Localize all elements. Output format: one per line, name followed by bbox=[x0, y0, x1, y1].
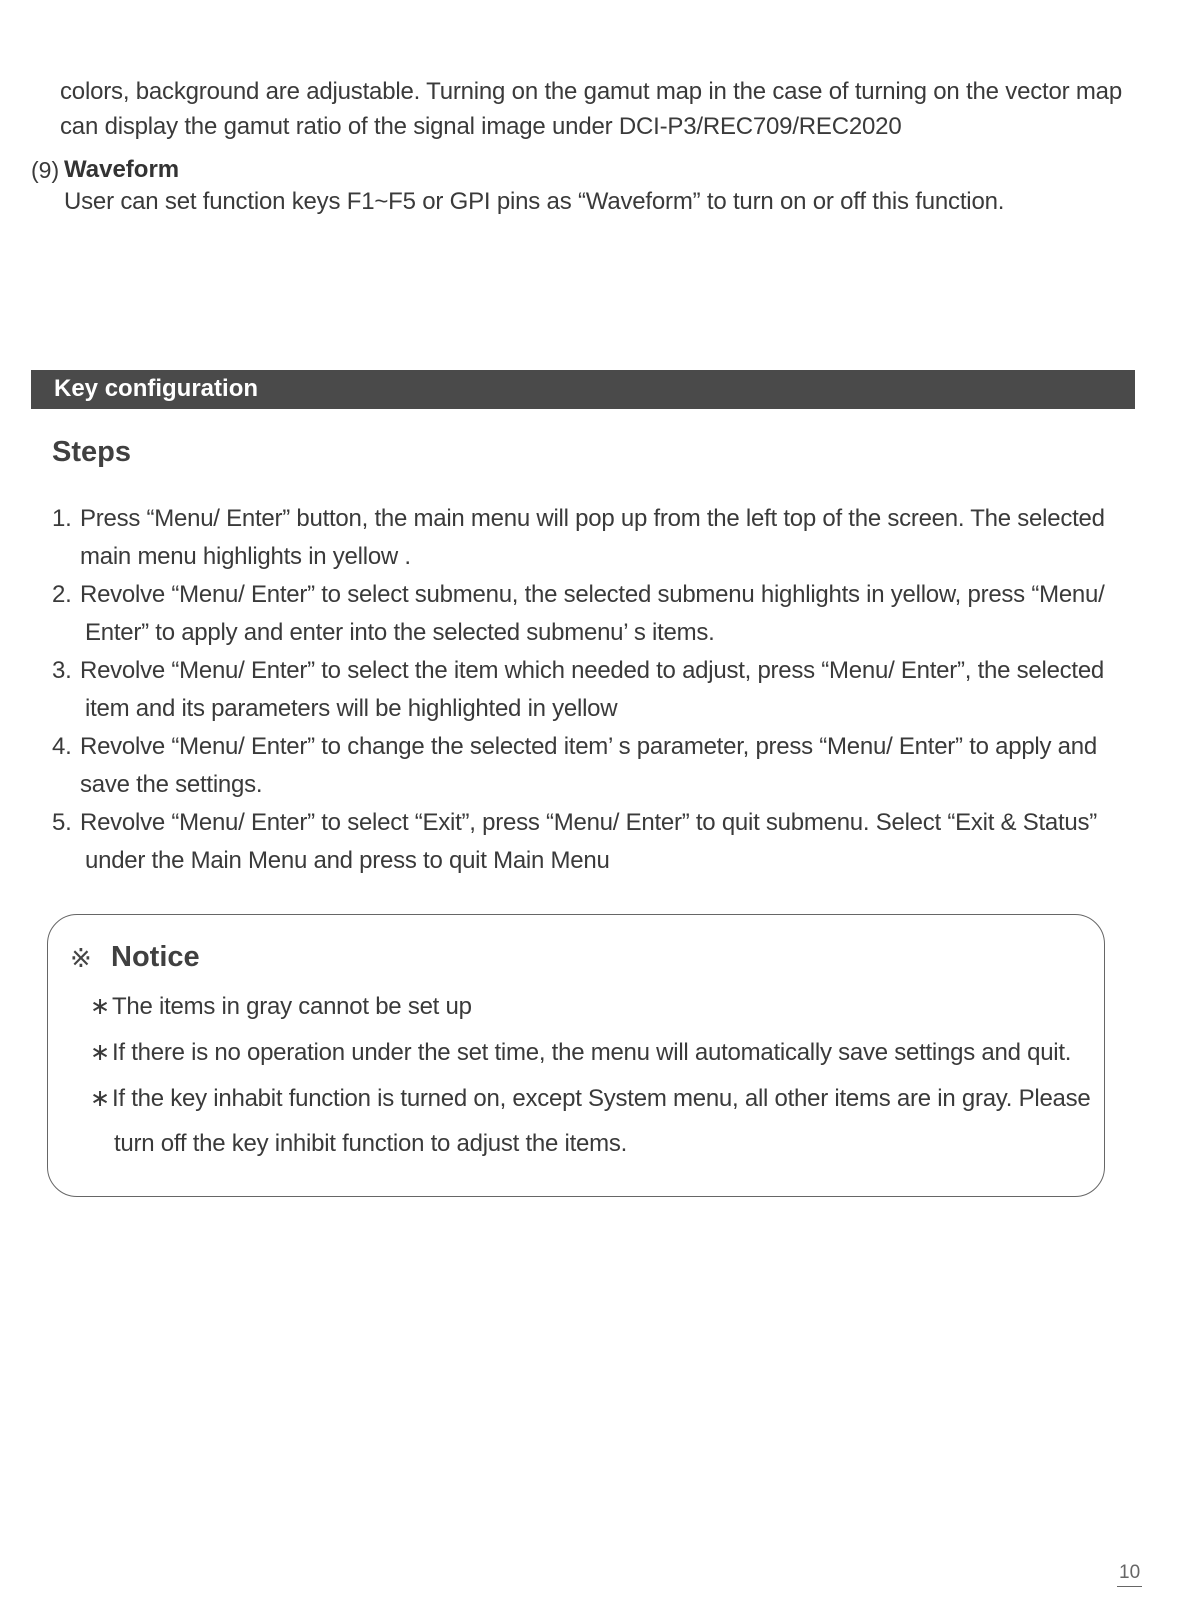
asterisk-bullet-icon: ∗ bbox=[90, 993, 110, 1020]
page-number: 10 bbox=[1117, 1562, 1142, 1587]
step-number: 4. bbox=[52, 733, 72, 760]
steps-heading: Steps bbox=[52, 436, 131, 468]
step-text-line-1: Press “Menu/ Enter” button, the main menu will pop up from the left top of the screen. The selected bbox=[80, 505, 1105, 532]
step-number: 1. bbox=[52, 505, 72, 532]
notice-item-3 bbox=[90, 1084, 1091, 1113]
step-item-1 bbox=[52, 500, 1122, 576]
waveform-number: (9) bbox=[31, 157, 60, 183]
step-text-line-2: main menu highlights in yellow . bbox=[80, 543, 411, 570]
notice-item-text: If the key inhabit function is turned on, except System menu, all other items are in gray. Please bbox=[112, 1085, 1091, 1112]
section-title: Key configuration bbox=[54, 375, 259, 402]
notice-item-text: If there is no operation under the set time, the menu will automatically save settings and quit. bbox=[112, 1039, 1072, 1066]
notice-item-3-continuation: turn off the key inhibit function to adjust the items. bbox=[114, 1130, 628, 1157]
reference-mark-icon: ※ bbox=[70, 943, 92, 973]
step-text-line-1: Revolve “Menu/ Enter” to change the selected item’ s parameter, press “Menu/ Enter” to apply and bbox=[80, 733, 1097, 760]
step-item-4 bbox=[52, 728, 1122, 804]
step-number: 2. bbox=[52, 581, 72, 608]
section-header-bar bbox=[31, 370, 1135, 409]
notice-item-2 bbox=[90, 1038, 1071, 1067]
step-item-3 bbox=[52, 652, 1122, 728]
notice-item-text: The items in gray cannot be set up bbox=[112, 993, 472, 1020]
intro-line-2: can display the gamut ratio of the signal image under DCI-P3/REC709/REC2020 bbox=[60, 113, 902, 140]
step-text-line-2: Enter” to apply and enter into the selected submenu’ s items. bbox=[85, 619, 715, 646]
waveform-title: Waveform bbox=[64, 156, 180, 183]
notice-box bbox=[47, 914, 1105, 1197]
intro-line-1: colors, background are adjustable. Turning on the gamut map in the case of turning on the vector map bbox=[60, 78, 1122, 105]
step-text-line-1: Revolve “Menu/ Enter” to select “Exit”, press “Menu/ Enter” to quit submenu. Select “Exit & Status” bbox=[80, 809, 1097, 836]
waveform-description: User can set function keys F1~F5 or GPI pins as “Waveform” to turn on or off this function. bbox=[64, 188, 1005, 215]
step-text-line-2: item and its parameters will be highlighted in yellow bbox=[85, 695, 618, 722]
notice-title: Notice bbox=[111, 941, 200, 973]
asterisk-bullet-icon: ∗ bbox=[90, 1085, 110, 1112]
notice-item-1 bbox=[90, 992, 472, 1021]
step-item-5 bbox=[52, 804, 1122, 880]
step-number: 3. bbox=[52, 657, 72, 684]
asterisk-bullet-icon: ∗ bbox=[90, 1039, 110, 1066]
step-text-line-1: Revolve “Menu/ Enter” to select submenu, the selected submenu highlights in yellow, press “Menu/ bbox=[80, 581, 1105, 608]
step-item-2 bbox=[52, 576, 1122, 652]
step-text-line-1: Revolve “Menu/ Enter” to select the item which needed to adjust, press “Menu/ Enter”, the selected bbox=[80, 657, 1105, 684]
step-number: 5. bbox=[52, 809, 72, 836]
step-text-line-2: save the settings. bbox=[80, 771, 263, 798]
step-text-line-2: under the Main Menu and press to quit Main Menu bbox=[85, 847, 610, 874]
